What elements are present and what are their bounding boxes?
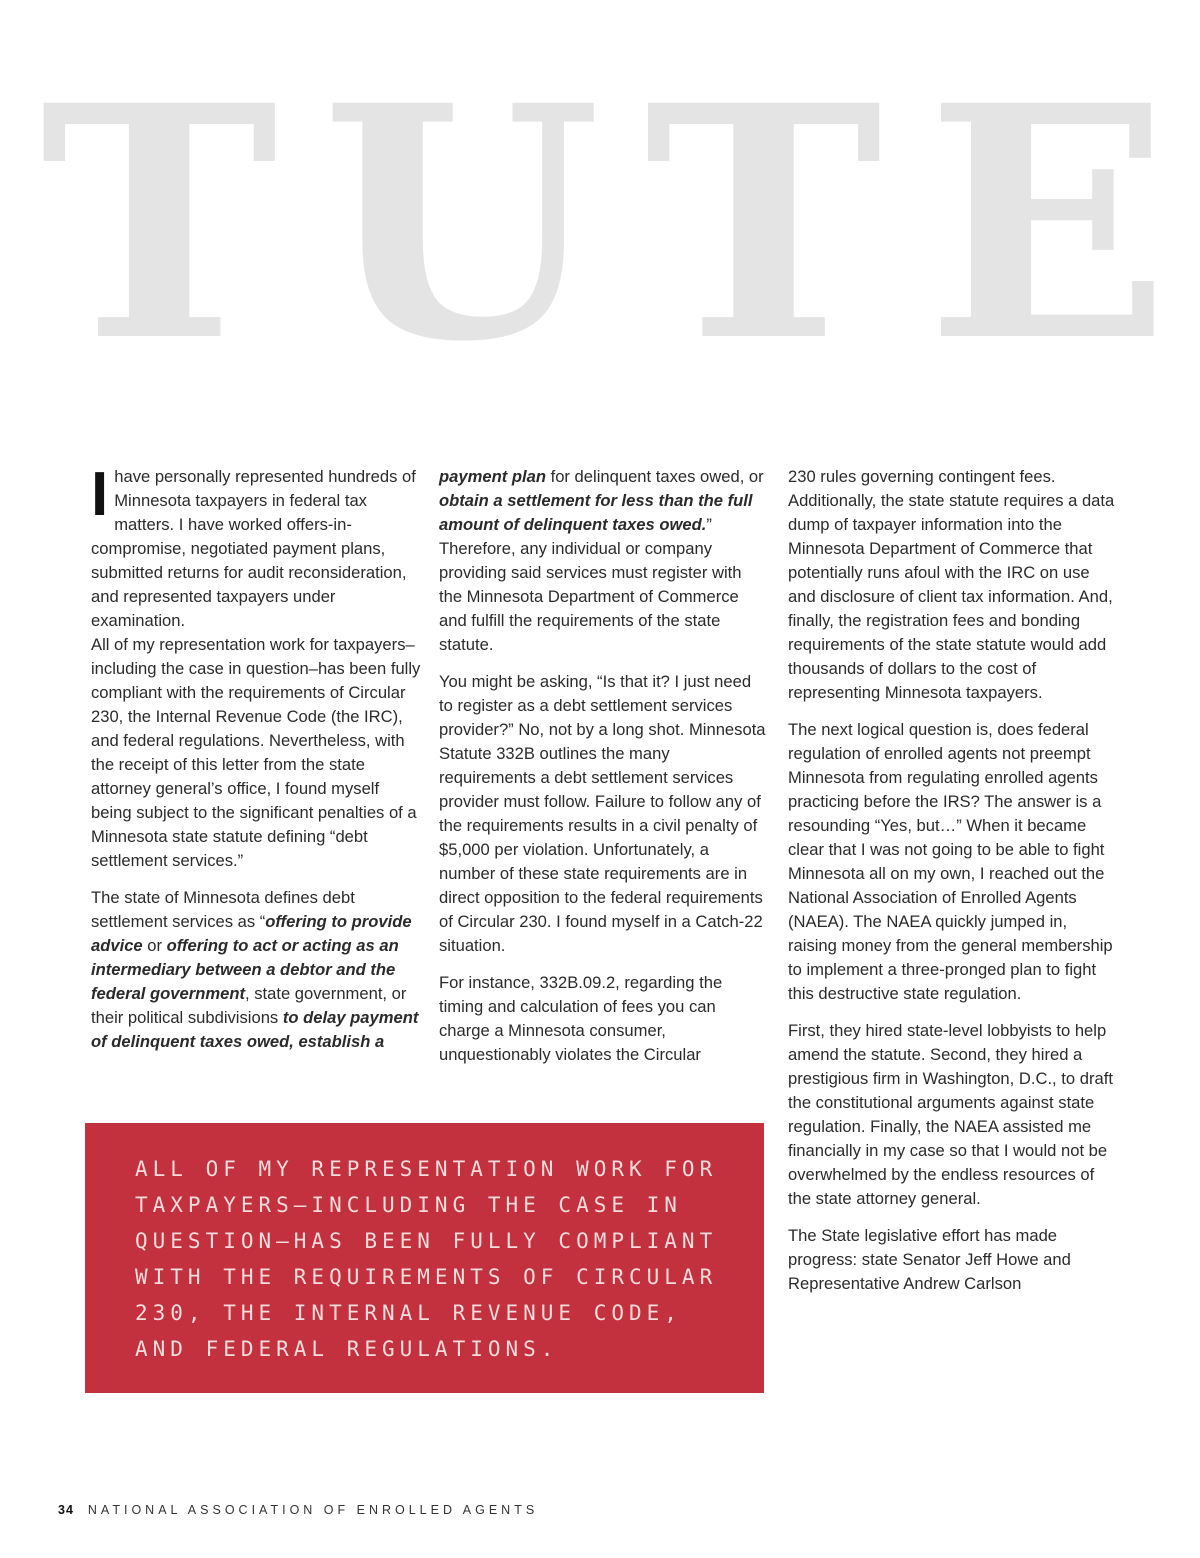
pull-quote-box <box>85 1123 764 1393</box>
paragraph: For instance, 332B.09.2, regarding the timing and calculation of fees you can charge a Minnesota consumer, unquestionably violates the Circular <box>439 973 723 1064</box>
paragraph: The next logical question is, does federal regulation of enrolled agents not preempt Minnesota from regulating enrolled agents practicing before the IRS? The answer is a resounding “Yes, but…” When it became clear that I was not going to be able to fight Minnesota all on my own, I reached out the National Association of Enrolled Agents (NAEA). The NAEA quickly jumped in, raising money from the general membership to implement a three-pronged plan to fight this destructive state regulation. <box>788 720 1113 1003</box>
drop-cap: I <box>91 460 109 529</box>
paragraph: 230 rules governing contingent fees. Additionally, the state statute requires a data dump of taxpayer information into the Minnesota Department of Commerce that potentially runs afoul with the IRC on use and disclosure of client tax information. And, finally, the registration fees and bonding requirements of the state statute would add thousands of dollars to the cost of representing Minnesota taxpayers. <box>788 467 1115 702</box>
pull-quote-text: ALL OF MY REPRESENTATION WORK FOR TAXPAYERS–INCLUDING THE CASE IN QUESTION–HAS BEEN FULLY COMPLIANT WITH THE REQUIREMENTS OF CIRCULAR 230, THE INTERNAL REVENUE CODE, AND FEDERAL REGULATIONS. <box>135 1157 718 1361</box>
page-footer <box>58 1503 538 1517</box>
article-column-3 <box>788 465 1118 1309</box>
article-column-2 <box>439 465 769 1080</box>
page-number: 34 <box>58 1503 74 1517</box>
paragraph: The state of Minnesota defines debt settlement services as “offering to provide advice or offering to act or acting as an intermediary between a debtor and the federal government, state government, or their political subdivisions to delay payment of delinquent taxes owed, establish a <box>91 888 419 1051</box>
publication-name: NATIONAL ASSOCIATION OF ENROLLED AGENTS <box>87 1503 539 1517</box>
paragraph: payment plan for delinquent taxes owed, or obtain a settlement for less than the full amount of delinquent taxes owed.” Therefore, any individual or company providing said services must register with the Minnesota Department of Commerce and fulfill the requirements of the state statute. <box>439 467 764 654</box>
headline-letters <box>40 37 1170 412</box>
headline-letter: E <box>926 37 1170 412</box>
paragraph: Ihave personally represented hundreds of Minnesota taxpayers in federal tax matters. I have worked offers-in-compromise, negotiated payment plans, submitted returns for audit reconsideration, and represented taxpayers under examination. All of my representation work for taxpayers–including the case in question–has been fully compliant with the requirements of Circular 230, the Internal Revenue Code (the IRC), and federal regulations. Nevertheless, with the receipt of this letter from the state attorney general’s office, I found myself being subject to the significant penalties of a Minnesota state statute defining “debt settlement services.” <box>91 460 421 870</box>
headline-letter: U <box>321 37 601 412</box>
article-column-1 <box>91 460 421 1067</box>
headline-letter: T <box>40 37 279 412</box>
paragraph: First, they hired state-level lobbyists to help amend the statute. Second, they hired a prestigious firm in Washington, D.C., to draft the constitutional arguments against state regulation. Finally, the NAEA assisted me financially in my case so that I would not be overwhelmed by the endless resources of the state attorney general. <box>788 1021 1113 1208</box>
paragraph: You might be asking, “Is that it? I just need to register as a debt settlement services provider?” No, not by a long shot. Minnesota Statute 332B outlines the many requirements a debt settlement services provider must follow. Failure to follow any of the requirements results in a civil penalty of $5,000 per violation. Unfortunately, a number of these state requirements are in direct opposition to the federal requirements of Circular 230. I found myself in a Catch-22 situation. <box>439 672 766 955</box>
headline-letter: T <box>644 37 883 412</box>
paragraph: The State legislative effort has made progress: state Senator Jeff Howe and Representative Andrew Carlson <box>788 1226 1071 1293</box>
